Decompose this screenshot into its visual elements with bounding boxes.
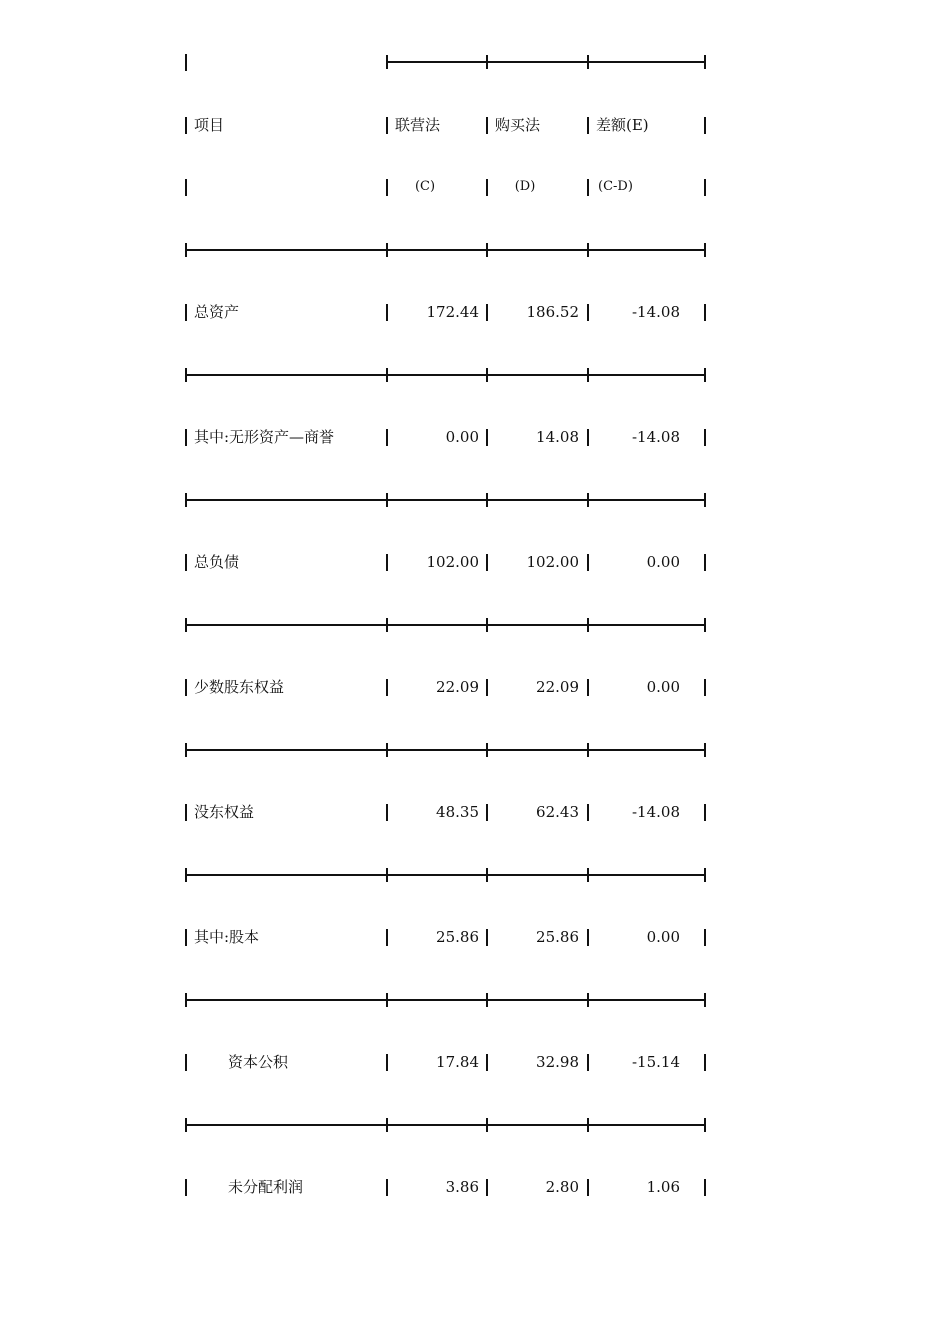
value-cell-e: -14.08 <box>631 428 680 446</box>
row-label: 总资产 <box>194 303 240 321</box>
row-separator-tick <box>486 243 487 257</box>
table-top-rule <box>387 61 705 62</box>
cell-divider <box>704 804 706 821</box>
cell-divider <box>704 117 706 134</box>
row-separator-tick <box>587 243 588 257</box>
row-separator-tick <box>185 743 186 757</box>
table-top-tick <box>587 55 588 69</box>
row-separator-tick <box>587 1118 588 1132</box>
header-column-name: 购买法 <box>495 116 541 134</box>
value-cell-d: 14.08 <box>536 428 579 446</box>
header-column-sub: (D) <box>514 179 536 194</box>
cell-divider <box>587 117 589 134</box>
row-label: 总负债 <box>194 553 240 571</box>
row-separator-tick <box>587 868 588 882</box>
row-separator-tick <box>587 993 588 1007</box>
row-separator-tick <box>185 618 186 632</box>
cell-divider <box>704 179 706 196</box>
row-label: 没东权益 <box>194 803 255 821</box>
row-separator-tick <box>704 743 705 757</box>
cell-divider <box>185 117 187 134</box>
cell-divider <box>704 1179 706 1196</box>
cell-divider <box>704 929 706 946</box>
header-column-sub: (C-D) <box>598 179 633 194</box>
row-label: 资本公积 <box>228 1053 289 1071</box>
value-cell-e: 0.00 <box>646 928 680 946</box>
value-cell-d: 32.98 <box>536 1053 579 1071</box>
row-label: 其中:股本 <box>194 928 260 946</box>
cell-divider <box>704 679 706 696</box>
row-separator-tick <box>386 1118 387 1132</box>
row-separator-tick <box>486 743 487 757</box>
cell-divider <box>185 179 187 196</box>
row-separator-tick <box>386 993 387 1007</box>
row-separator-tick <box>486 868 487 882</box>
row-separator-tick <box>704 368 705 382</box>
value-cell-d: 62.43 <box>536 803 579 821</box>
row-separator-tick <box>704 1118 705 1132</box>
row-separator-tick <box>185 1118 186 1132</box>
row-separator <box>186 874 705 875</box>
value-cell-c: 3.86 <box>445 1178 479 1196</box>
cell-divider <box>185 304 187 321</box>
table-top-left-bar <box>185 54 187 71</box>
header-column-name: 差额(E) <box>596 116 649 134</box>
value-cell-d: 2.80 <box>545 1178 579 1196</box>
cell-divider <box>486 117 488 134</box>
row-separator-tick <box>386 868 387 882</box>
row-separator <box>186 374 705 375</box>
row-separator-tick <box>185 493 186 507</box>
value-cell-e: -14.08 <box>631 303 680 321</box>
cell-divider <box>185 929 187 946</box>
row-separator <box>186 499 705 500</box>
value-cell-c: 102.00 <box>426 553 479 571</box>
cell-divider <box>185 1179 187 1196</box>
row-separator-tick <box>486 1118 487 1132</box>
cell-divider <box>386 117 388 134</box>
table-top-tick <box>386 55 387 69</box>
cell-divider <box>704 554 706 571</box>
row-separator <box>186 749 705 750</box>
row-separator <box>186 999 705 1000</box>
value-cell-e: 0.00 <box>646 553 680 571</box>
cell-divider <box>704 304 706 321</box>
row-separator-tick <box>486 618 487 632</box>
row-separator <box>186 1124 705 1125</box>
row-separator-tick <box>704 993 705 1007</box>
cell-divider <box>185 679 187 696</box>
header-item-label: 项目 <box>194 116 225 134</box>
cell-divider <box>704 1054 706 1071</box>
value-cell-d: 186.52 <box>526 303 579 321</box>
row-separator-tick <box>386 743 387 757</box>
row-separator-tick <box>486 993 487 1007</box>
value-cell-e: 1.06 <box>646 1178 680 1196</box>
value-cell-c: 172.44 <box>426 303 479 321</box>
row-separator-tick <box>185 368 186 382</box>
row-label: 未分配利润 <box>228 1178 304 1196</box>
row-separator <box>186 624 705 625</box>
row-separator-tick <box>587 743 588 757</box>
value-cell-c: 22.09 <box>436 678 479 696</box>
row-separator-tick <box>386 368 387 382</box>
row-separator-tick <box>704 243 705 257</box>
cell-divider <box>185 554 187 571</box>
header-column-sub: (C) <box>414 179 436 194</box>
row-separator-tick <box>587 368 588 382</box>
row-separator-tick <box>704 618 705 632</box>
row-separator-tick <box>704 868 705 882</box>
table-top-tick <box>704 55 705 69</box>
cell-divider <box>704 429 706 446</box>
row-separator-tick <box>185 243 186 257</box>
row-separator-tick <box>185 993 186 1007</box>
value-cell-c: 48.35 <box>436 803 479 821</box>
row-label: 少数股东权益 <box>194 678 285 696</box>
value-cell-e: 0.00 <box>646 678 680 696</box>
value-cell-c: 25.86 <box>436 928 479 946</box>
cell-divider <box>185 1054 187 1071</box>
row-separator-tick <box>386 493 387 507</box>
value-cell-d: 102.00 <box>526 553 579 571</box>
value-cell-e: -14.08 <box>631 803 680 821</box>
cell-divider <box>185 804 187 821</box>
value-cell-c: 17.84 <box>436 1053 479 1071</box>
value-cell-d: 22.09 <box>536 678 579 696</box>
row-separator-tick <box>185 868 186 882</box>
row-separator <box>186 249 705 250</box>
cell-divider <box>587 179 589 196</box>
row-separator-tick <box>486 368 487 382</box>
row-separator-tick <box>587 618 588 632</box>
value-cell-c: 0.00 <box>445 428 479 446</box>
header-column-name: 联营法 <box>395 116 441 134</box>
cell-divider <box>185 429 187 446</box>
table-top-tick <box>486 55 487 69</box>
row-separator-tick <box>704 493 705 507</box>
value-cell-d: 25.86 <box>536 928 579 946</box>
row-label: 其中:无形资产—商誉 <box>194 428 335 446</box>
row-separator-tick <box>587 493 588 507</box>
row-separator-tick <box>386 243 387 257</box>
row-separator-tick <box>386 618 387 632</box>
value-cell-e: -15.14 <box>631 1053 680 1071</box>
row-separator-tick <box>486 493 487 507</box>
